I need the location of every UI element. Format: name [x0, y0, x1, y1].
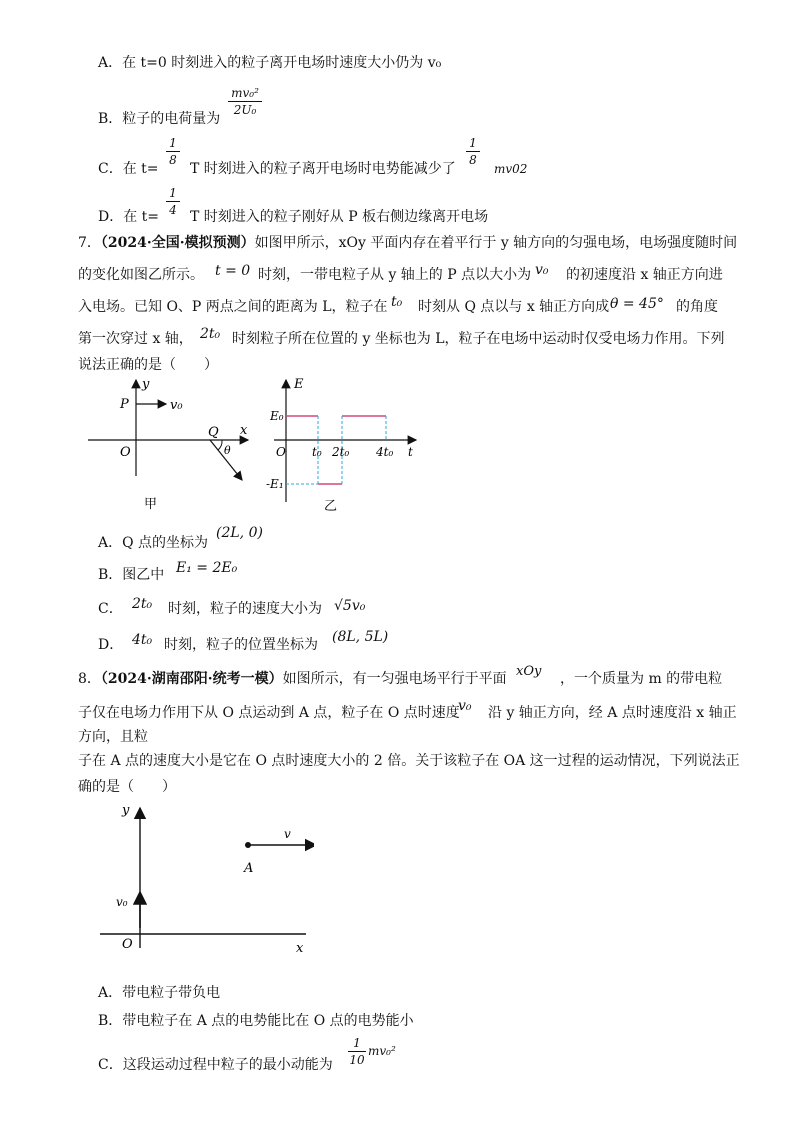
q7-option-c-math: 2t₀ — [132, 596, 153, 612]
label-x: x — [240, 423, 248, 438]
q7-t0: t₀ — [391, 294, 403, 310]
q6-option-c-prefix: C．在 t= — [98, 161, 159, 177]
label-e: E — [294, 377, 304, 392]
q7-stem-line-2-c: 的初速度沿 x 轴正方向进 — [566, 267, 723, 283]
q7-option-a: A．Q 点的坐标为 — [98, 535, 209, 551]
q7-stem-line-3-c: 的角度 — [676, 299, 718, 315]
label-y: y — [122, 803, 130, 818]
fraction-denominator: 8 — [469, 153, 477, 167]
q6-option-c-text: T 时刻进入的粒子离开电场时电势能减少了 — [190, 161, 456, 177]
label-v0: v₀ — [116, 895, 128, 909]
q8-stem-line-5: 确的是（ ） — [78, 779, 176, 795]
q7-option-a-math: (2L, 0) — [216, 525, 263, 541]
q7-option-d-math: 4t₀ — [132, 632, 153, 648]
stem-text: 如图所示，有一匀强电场平行于平面 — [282, 671, 507, 687]
label-t: t — [408, 445, 413, 459]
fraction-denominator: 10 — [349, 1053, 365, 1067]
q6-option-d-text: T 时刻进入的粒子刚好从 P 板右侧边缘离开电场 — [190, 209, 489, 225]
q7-option-c-text: 时刻，粒子的速度大小为 — [168, 601, 322, 617]
label-v: v — [284, 827, 291, 841]
figure-caption-jia: 甲 — [144, 497, 158, 512]
q7-stem-line-4-a: 第一次穿过 x 轴， — [78, 331, 193, 347]
label-o: O — [276, 445, 286, 459]
q7-figure-yi — [266, 376, 426, 516]
q8-figure — [94, 800, 314, 960]
fraction-numerator: 1 — [469, 136, 477, 150]
fraction-numerator: 1 — [169, 136, 177, 150]
label-o: O — [120, 445, 131, 460]
theta-arc — [218, 440, 222, 450]
fraction-denominator: 8 — [169, 153, 177, 167]
fraction-bar — [228, 101, 262, 102]
label-y: y — [142, 377, 150, 392]
fraction-bar — [166, 201, 180, 202]
figure-caption-yi: 乙 — [324, 499, 338, 514]
q6-option-c-fraction — [166, 136, 180, 167]
q8-stem-line-2-a: 子仅在电场力作用下从 O 点运动到 A 点，粒子在 O 点时速度 — [78, 705, 460, 721]
question-number: 7． — [78, 235, 101, 251]
q7-theta: θ = 45° — [610, 296, 664, 312]
q7-v0: v₀ — [535, 262, 549, 278]
q7-option-c-prefix: C． — [98, 601, 123, 617]
question-source: （2024·全国·模拟预测） — [100, 235, 255, 251]
fraction-denominator: 2U₀ — [233, 103, 257, 117]
q6-option-c-fraction-2 — [466, 136, 480, 167]
label-e0: E₀ — [270, 409, 284, 423]
q6-option-d-fraction — [166, 186, 180, 217]
q8-stem-line-4: 子在 A 点的速度大小是它在 O 点时速度大小的 2 倍。关于该粒子在 OA 这一过程的运动情况，下列说法正 — [78, 753, 740, 769]
q6-option-a: A．在 t=0 时刻进入的粒子离开电场时速度大小仍为 v₀ — [98, 55, 442, 71]
q7-stem-line-2-b: 时刻，一带电粒子从 y 轴上的 P 点以大小为 — [258, 267, 532, 283]
q6-option-b-fraction — [228, 86, 262, 117]
fraction-bar — [348, 1051, 366, 1052]
q7-option-b-math: E₁ = 2E₀ — [176, 560, 238, 576]
q7-option-d-prefix: D． — [98, 637, 124, 653]
q6-option-b: B．粒子的电荷量为 — [98, 111, 221, 127]
q7-stem-line-3-b: 时刻从 Q 点以与 x 轴正方向成 — [418, 299, 610, 315]
label-2t0: 2t₀ — [332, 445, 350, 459]
q7-figure-jia — [80, 376, 260, 516]
stem-text: 如图甲所示，xOy 平面内存在着平行于 y 轴方向的匀强电场，电场强度随时间 — [254, 235, 738, 251]
fraction-denominator: 4 — [169, 203, 177, 217]
question-source: （2024·湖南邵阳·统考一模） — [100, 671, 283, 687]
q8-stem-line-1-tail: ，一个质量为 m 的带电粒 — [560, 671, 723, 687]
q8-option-b: B．带电粒子在 A 点的电势能比在 O 点的电势能小 — [98, 1013, 414, 1029]
label-o: O — [122, 937, 133, 952]
q7-option-d-math-2: (8L, 5L) — [332, 629, 389, 645]
q7-stem-line-1 — [78, 234, 737, 252]
label-minus-e1: -E₁ — [266, 477, 284, 491]
label-a: A — [244, 861, 254, 876]
q8-stem-line-1 — [78, 670, 507, 688]
label-t0: t₀ — [312, 445, 322, 459]
fraction-bar — [466, 151, 480, 152]
q8-stem-line-2-b: 沿 y 轴正方向，经 A 点时速度沿 x 轴正 — [488, 705, 737, 721]
q7-stem-line-4-b: 时刻粒子所在位置的 y 坐标也为 L，粒子在电场中运动时仅受电场力作用。下列 — [232, 331, 725, 347]
q8-stem-line-3: 方向，且粒 — [78, 729, 148, 745]
q8-v0: v₀ — [458, 698, 472, 714]
fraction-bar — [166, 151, 180, 152]
q7-stem-line-2-a: 的变化如图乙所示。 — [78, 267, 204, 283]
label-p: P — [120, 397, 129, 412]
q6-option-d-prefix: D．在 t= — [98, 209, 160, 225]
fraction-numerator: 1 — [353, 1036, 361, 1050]
q7-option-c-math-2: √5v₀ — [334, 598, 366, 614]
question-number: 8． — [78, 671, 101, 687]
q8-xoy: xOy — [516, 664, 542, 679]
q7-2t0: 2t₀ — [200, 326, 221, 342]
q6-option-c-tail: mv02 — [494, 162, 528, 176]
q7-stem-line-5: 说法正确的是（ ） — [78, 357, 218, 373]
label-x: x — [296, 941, 304, 956]
q8-option-a: A．带电粒子带负电 — [98, 985, 221, 1001]
label-q: Q — [208, 425, 219, 440]
fraction-numerator: mv₀² — [231, 86, 259, 100]
fraction-numerator: 1 — [169, 186, 177, 200]
label-theta: θ — [224, 444, 231, 457]
label-4t0: 4t₀ — [376, 445, 394, 459]
q8-option-c-fraction — [348, 1036, 366, 1067]
q7-t-equals-0: t = 0 — [215, 263, 251, 279]
q8-option-c: C．这段运动过程中粒子的最小动能为 — [98, 1057, 333, 1073]
q7-option-b: B．图乙中 — [98, 567, 165, 583]
q7-option-d-text: 时刻，粒子的位置坐标为 — [164, 637, 318, 653]
q7-stem-line-3-a: 入电场。已知 O、P 两点之间的距离为 L，粒子在 — [78, 299, 388, 315]
label-v0: v₀ — [170, 398, 183, 413]
q8-option-c-tail: mv₀² — [368, 1044, 396, 1058]
